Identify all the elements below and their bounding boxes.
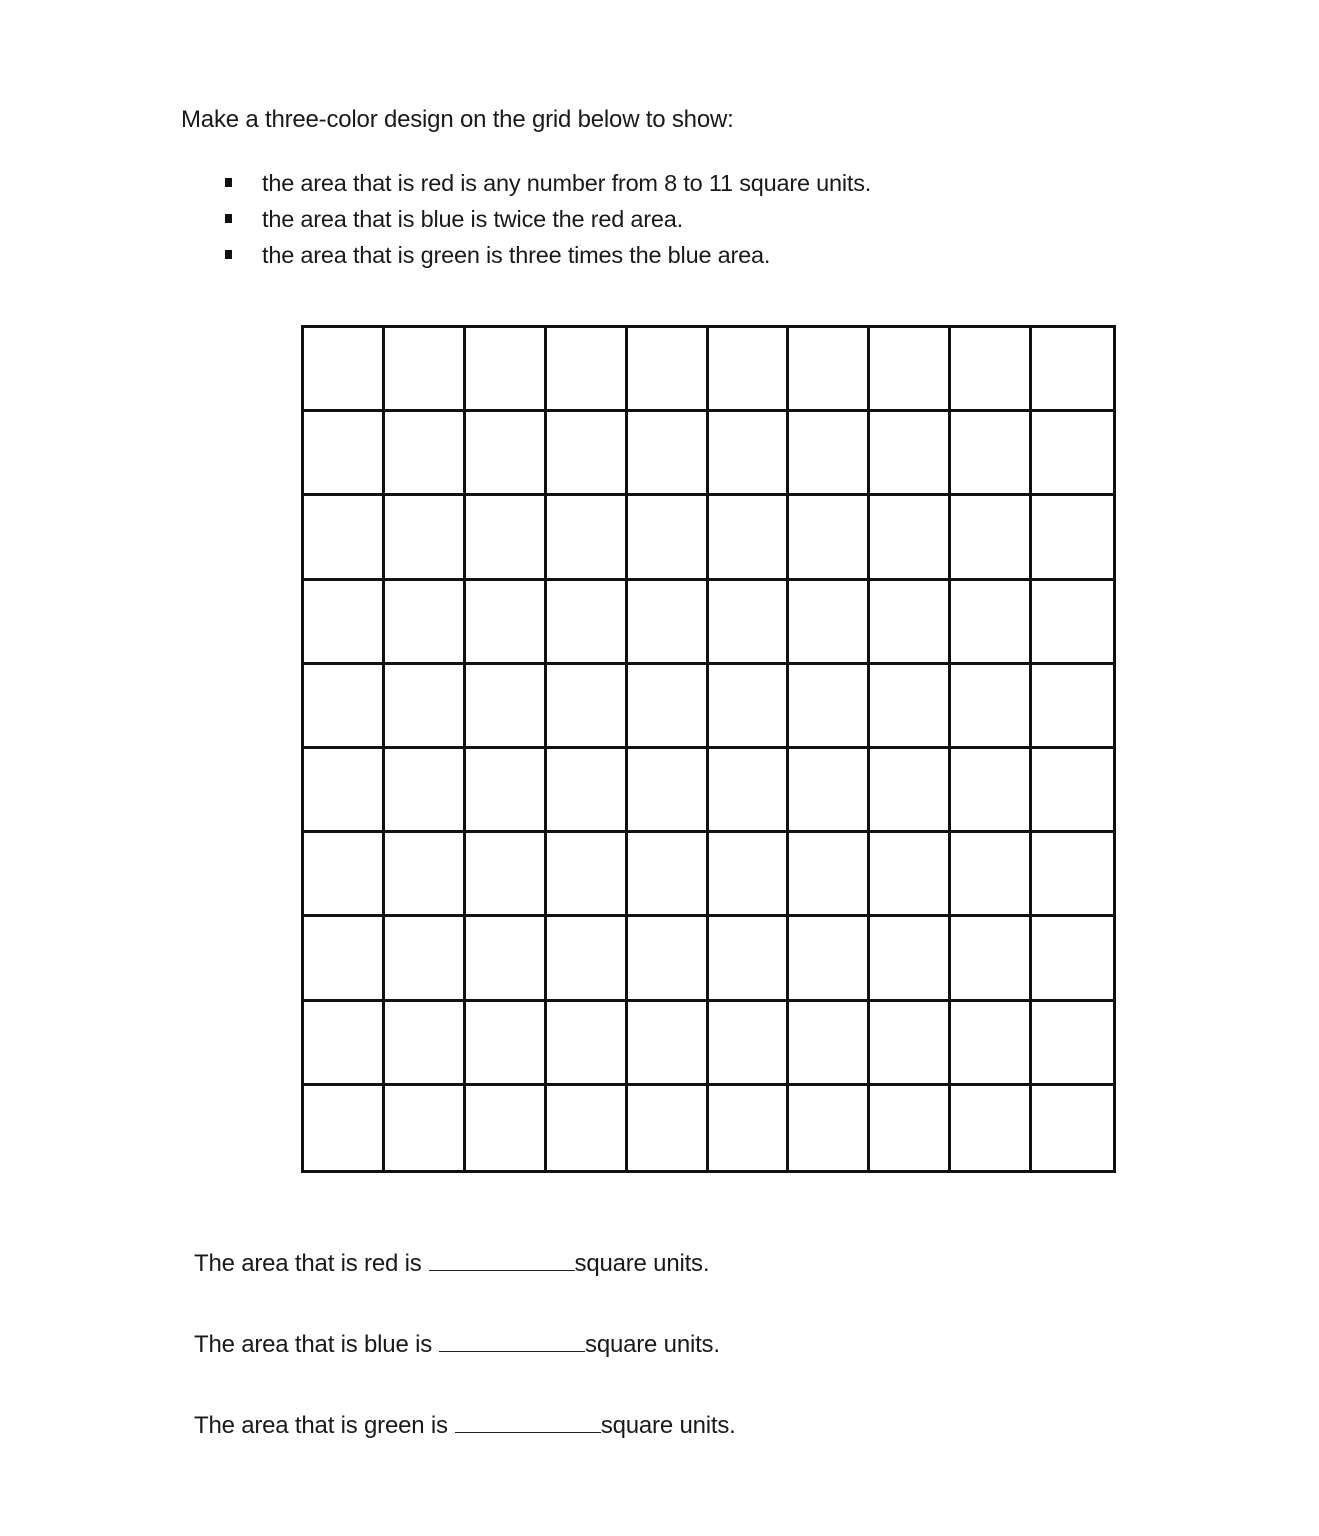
square-bullet-icon (225, 250, 232, 259)
grid-cell[interactable] (547, 917, 628, 1001)
grid-cell[interactable] (709, 496, 790, 580)
grid-cell[interactable] (304, 833, 385, 917)
grid-cell[interactable] (466, 496, 547, 580)
grid-cell[interactable] (951, 749, 1032, 833)
grid-cell[interactable] (870, 833, 951, 917)
grid-cell[interactable] (547, 496, 628, 580)
grid-cell[interactable] (1032, 665, 1113, 749)
grid-cell[interactable] (385, 328, 466, 412)
grid-cell[interactable] (385, 833, 466, 917)
grid-cell[interactable] (789, 1086, 870, 1170)
answer-red (194, 1248, 709, 1278)
grid-cell[interactable] (628, 917, 709, 1001)
grid-cell[interactable] (385, 412, 466, 496)
answer-suffix: square units. (574, 1250, 710, 1277)
grid-cell[interactable] (466, 833, 547, 917)
grid-cell[interactable] (628, 749, 709, 833)
requirement-text: the area that is blue is twice the red area. (262, 206, 683, 232)
coloring-grid (301, 325, 1116, 1173)
grid-cell[interactable] (628, 412, 709, 496)
grid-cell[interactable] (709, 665, 790, 749)
grid-cell[interactable] (547, 581, 628, 665)
grid-cell[interactable] (1032, 749, 1113, 833)
grid-cell[interactable] (789, 1002, 870, 1086)
grid-cell[interactable] (628, 328, 709, 412)
grid-cell[interactable] (304, 917, 385, 1001)
grid-cell[interactable] (466, 328, 547, 412)
grid-cell[interactable] (709, 581, 790, 665)
grid-cell[interactable] (628, 1002, 709, 1086)
grid-cell[interactable] (789, 917, 870, 1001)
grid-cell[interactable] (304, 328, 385, 412)
grid-cell[interactable] (304, 581, 385, 665)
answer-label: The area that is green is (194, 1412, 448, 1439)
grid-cell[interactable] (304, 496, 385, 580)
grid-cell[interactable] (304, 749, 385, 833)
grid-cell[interactable] (466, 1086, 547, 1170)
answer-blank-blue[interactable] (439, 1329, 585, 1352)
grid-cell[interactable] (709, 917, 790, 1001)
answer-suffix: square units. (585, 1331, 720, 1358)
grid-cell[interactable] (709, 833, 790, 917)
grid-cell[interactable] (466, 749, 547, 833)
grid-cell[interactable] (547, 328, 628, 412)
requirement-text: the area that is red is any number from 8 to 11 square units. (262, 170, 872, 196)
grid-cell[interactable] (1032, 1002, 1113, 1086)
grid-cell[interactable] (628, 1086, 709, 1170)
grid-cell[interactable] (547, 1086, 628, 1170)
grid-cell[interactable] (789, 412, 870, 496)
grid-cell[interactable] (870, 1002, 951, 1086)
grid-cell[interactable] (1032, 328, 1113, 412)
grid-cell[interactable] (547, 665, 628, 749)
requirement-text: the area that is green is three times the blue area. (262, 242, 771, 268)
grid-cell[interactable] (870, 749, 951, 833)
grid-cell[interactable] (870, 328, 951, 412)
grid-cell[interactable] (709, 412, 790, 496)
answer-green (194, 1410, 736, 1440)
grid-cell[interactable] (789, 665, 870, 749)
grid-cell[interactable] (709, 328, 790, 412)
grid-cell[interactable] (709, 749, 790, 833)
grid-cell[interactable] (789, 749, 870, 833)
answer-blue (194, 1329, 720, 1359)
grid-cell[interactable] (951, 581, 1032, 665)
grid-cell[interactable] (385, 496, 466, 580)
grid-cell[interactable] (789, 581, 870, 665)
grid-cell[interactable] (951, 1002, 1032, 1086)
grid-cell[interactable] (628, 665, 709, 749)
grid-cell[interactable] (466, 1002, 547, 1086)
answer-blank-green[interactable] (455, 1410, 601, 1433)
grid-cell[interactable] (951, 833, 1032, 917)
grid-cell[interactable] (870, 496, 951, 580)
grid-cell[interactable] (547, 412, 628, 496)
grid-cell[interactable] (951, 665, 1032, 749)
grid-cell[interactable] (870, 665, 951, 749)
grid-cell[interactable] (709, 1002, 790, 1086)
grid-cell[interactable] (1032, 581, 1113, 665)
answer-suffix: square units. (600, 1412, 736, 1439)
grid-cell[interactable] (304, 665, 385, 749)
grid-cell[interactable] (466, 581, 547, 665)
square-bullet-icon (225, 214, 232, 223)
grid-cell[interactable] (951, 1086, 1032, 1170)
grid-cell[interactable] (951, 412, 1032, 496)
answer-blank-red[interactable] (429, 1248, 575, 1271)
square-bullet-icon (225, 178, 232, 187)
grid-cell[interactable] (304, 1002, 385, 1086)
grid-cell[interactable] (547, 833, 628, 917)
grid-cell[interactable] (1032, 412, 1113, 496)
grid-cell[interactable] (789, 496, 870, 580)
grid-cell[interactable] (547, 749, 628, 833)
grid-cell[interactable] (466, 665, 547, 749)
grid-cell[interactable] (385, 917, 466, 1001)
answer-label: The area that is red is (194, 1250, 422, 1277)
grid-cell[interactable] (1032, 1086, 1113, 1170)
grid-cell[interactable] (951, 328, 1032, 412)
grid-cell[interactable] (870, 1086, 951, 1170)
grid-cell[interactable] (789, 833, 870, 917)
grid-cell[interactable] (466, 917, 547, 1001)
grid-cell[interactable] (466, 412, 547, 496)
grid-cell[interactable] (385, 581, 466, 665)
grid-cell[interactable] (951, 917, 1032, 1001)
grid-cell[interactable] (547, 1002, 628, 1086)
grid-cell[interactable] (870, 412, 951, 496)
grid-cell[interactable] (789, 328, 870, 412)
grid-cell[interactable] (304, 412, 385, 496)
grid-cell[interactable] (628, 496, 709, 580)
grid-cell[interactable] (304, 1086, 385, 1170)
grid-cell[interactable] (385, 665, 466, 749)
grid-cell[interactable] (870, 581, 951, 665)
grid-cell[interactable] (385, 1086, 466, 1170)
grid-cell[interactable] (385, 749, 466, 833)
grid-cell[interactable] (628, 833, 709, 917)
grid-cell[interactable] (1032, 833, 1113, 917)
answer-label: The area that is blue is (194, 1331, 433, 1358)
instruction-text: Make a three-color design on the grid below to show: (181, 106, 734, 133)
grid-cell[interactable] (951, 496, 1032, 580)
grid-cell[interactable] (1032, 917, 1113, 1001)
grid-cell[interactable] (385, 1002, 466, 1086)
grid-cell[interactable] (628, 581, 709, 665)
grid-cell[interactable] (709, 1086, 790, 1170)
grid-cell[interactable] (870, 917, 951, 1001)
grid-cell[interactable] (1032, 496, 1113, 580)
